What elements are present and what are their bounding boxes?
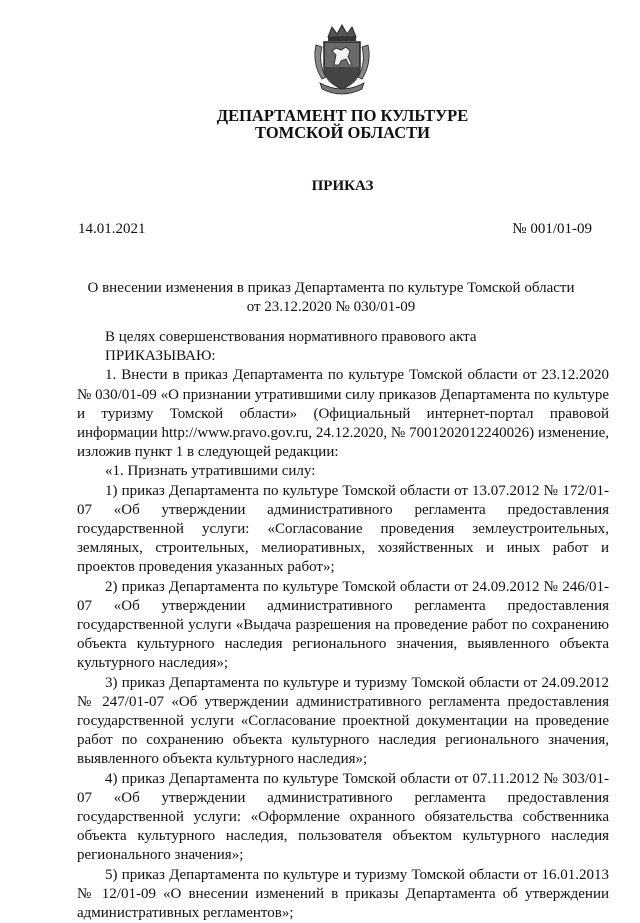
item-1-paragraph: 1. Внести в приказ Департамента по культуре Томской области от 23.12.2020 № 030/01-09 «О признании утратившими силу приказов Департамента по культуре и туризму Томской области» (Официальный интернет-портал правовой информации http://www.pravo.gov.ru, 24.12.2020, № 7001202012240026) изменение, изложив пункт 1 в следующей редакции: [77,367,609,461]
subitem-1-paragraph: 1) приказ Департамента по культуре Томской области от 13.07.2012 № 172/01-07 «Об утверждении административного регламента предоставления государственной услуги: «Согласование проведения землеустроительных, земляных, строительных, мелиоративных, хозяйственных и иных работ и проектов проведения указанных работ»; [77,482,609,576]
order-body [77,328,609,923]
quote-start-paragraph: «1. Признать утратившими силу: [105,463,316,480]
order-subject [74,279,588,317]
preamble-paragraph: В целях совершенствования нормативного правового акта [105,329,477,345]
subitem-2-paragraph: 2) приказ Департамента по культуре Томской области от 24.09.2012 № 246/01-07 «Об утверждении административного регламента предоставления государственной услуги «Выдача разрешения на проведение работ по сохранению объекта культурного наследия регионального значения, выявленного объекта культурного наследия»; [77,578,609,672]
department-name-line1: ДЕПАРТАМЕНТ ПО КУЛЬТУРЕ [216,106,469,125]
order-number: № 001/01-09 [512,221,592,237]
subitem-5-paragraph: 5) приказ Департамента по культуре и туризму Томской области от 16.01.2013 № 12/01-09 «О внесении изменений в приказы Департамента об утверждении административных регламентов»; [77,866,609,922]
department-name-line2: ТОМСКОЙ ОБЛАСТИ [255,123,430,142]
order-date: 14.01.2021 [78,221,146,237]
subitem-3-paragraph: 3) приказ Департамента по культуре и туризму Томской области от 24.09.2012 № 247/01-07 «Об утверждении административного регламента предоставления государственной услуги «Согласование проектной документации на проведение работ по сохранению объекта культурного наследия регионального значения, выявленного объекта культурного наследия»; [77,674,609,768]
document-type-title: ПРИКАЗ [311,178,374,194]
order-keyword: ПРИКАЗЫВАЮ: [105,348,216,365]
subitem-4-paragraph: 4) приказ Департамента по культуре Томской области от 07.11.2012 № 303/01-07 «Об утверждении административного регламента предоставления государственной услуги: «Оформление охранного обязательства собственника объекта культурного наследия, пользователя объектом культурного наследия регионального значения»; [77,770,609,864]
tomsk-coat-of-arms-icon [306,23,378,95]
subject-line2: от 23.12.2020 № 030/01-09 [246,299,416,315]
subject-line1: О внесении изменения в приказ Департамента по культуре Томской области [87,280,575,296]
